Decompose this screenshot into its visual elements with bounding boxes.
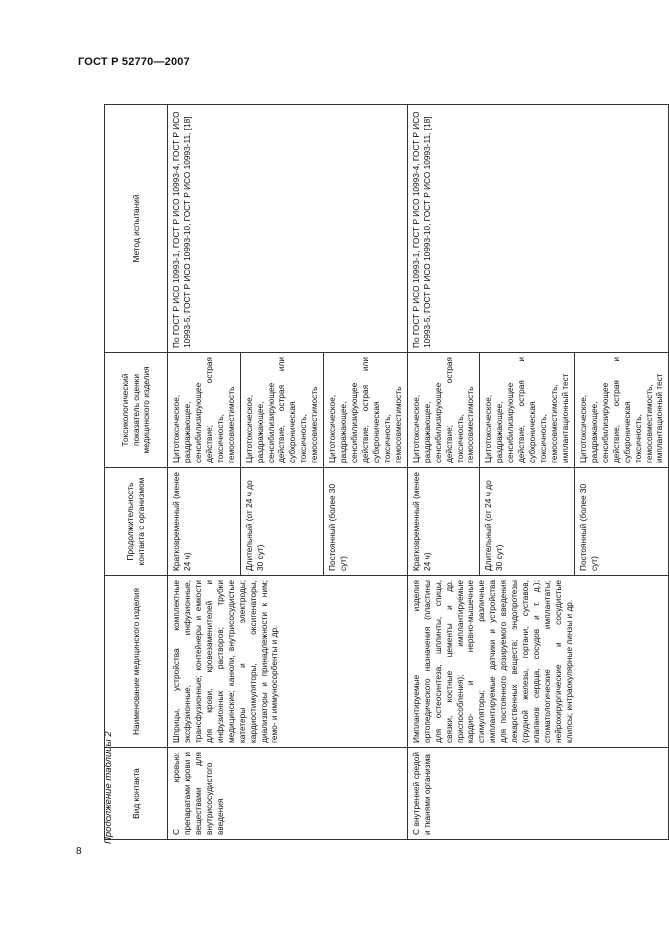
table-row bbox=[168, 105, 241, 840]
table-header-row bbox=[105, 105, 168, 840]
contact-type-cell: С внутренней средой и тканями организма bbox=[407, 748, 669, 840]
device-name-cell: Имплантируемые изделия ортопедического назначения (пластины для остеосинтеза, шплинты, спицы, связки, костные цементы и др. приспособления); имплантируемые кардио- и нервно-мышечные стимуляторы; различные имплантируемые датчики и устройства для постоянного дозируемого введения лекарственных веществ; эндопротезы (грудной железы, гортани, суставов, клапанов сердца, сосудов и т. д.); стоматологические имплантаты; нейрохирургические и сосудистые клипсы; интраокулярные линзы и др. bbox=[407, 576, 669, 748]
test-method-cell: По ГОСТ Р ИСО 10993-1, ГОСТ Р ИСО 10993-4, ГОСТ Р ИСО 10993-5, ГОСТ Р ИСО 10993-10, ГОСТ Р ИСО 10993-11, [18] bbox=[168, 105, 408, 353]
duration-cell: Длительный (от 24 ч до 30 сут) bbox=[480, 468, 575, 576]
column-header-test-method: Метод испытаний bbox=[105, 105, 168, 353]
table-caption: Продолжение таблицы 2 bbox=[103, 731, 114, 844]
device-name-cell: Шприцы, устройства комплектные эксфузионные, инфузионные, трансфузионные; контейнеры и емкости для крови, кровезаменителей и инфузионных растворов; трубки медицинские; канюли, внутрисосудистые катетеры и электроды; кардиостимуляторы, оксигенаторы, диализаторы и принадлежности к ним; гемо- и иммуносорбенты и др. bbox=[168, 576, 408, 748]
column-header-contact-type: Вид контакта bbox=[105, 748, 168, 840]
data-table bbox=[104, 104, 669, 840]
table-row bbox=[407, 105, 480, 840]
column-header-duration: Продолжительность контакта с организмом bbox=[105, 468, 168, 576]
indicator-cell: Цитотоксическое, раздражающее, сенсибилизирующее действие, острая и субхроническая токсичность, гемосовместимость, имплантационный тест bbox=[574, 353, 669, 468]
duration-cell: Длительный (от 24 ч до 30 сут) bbox=[240, 468, 324, 576]
indicator-cell: Цитотоксическое, раздражающее, сенсибилизирующее действие; острая токсичность, гемосовместимость bbox=[407, 353, 480, 468]
column-header-indicator: Токсикологический показатель оценки медицинского изделия bbox=[105, 353, 168, 468]
page-number: 8 bbox=[76, 846, 82, 857]
rotated-table-container bbox=[104, 105, 665, 840]
duration-cell: Постоянный (более 30 сут) bbox=[574, 468, 669, 576]
indicator-cell: Цитотоксическое, раздражающее, сенсибилизирующее действие, острая или субхроническая токсичность, гемосовместимость bbox=[324, 353, 408, 468]
duration-cell: Кратковременный (менее 24 ч) bbox=[168, 468, 241, 576]
test-method-cell: По ГОСТ Р ИСО 10993-1, ГОСТ Р ИСО 10993-4, ГОСТ Р ИСО 10993-5, ГОСТ Р ИСО 10993-10, ГОСТ Р ИСО 10993-11, [18] bbox=[407, 105, 669, 353]
column-header-device-name: Наименование медицинского изделия bbox=[105, 576, 168, 748]
duration-cell: Кратковременный (менее 24 ч) bbox=[407, 468, 480, 576]
contact-type-cell: С кровью: препаратами крови и веществами для внутрисосудистого введения bbox=[168, 748, 408, 840]
document-header: ГОСТ Р 52770—2007 bbox=[78, 56, 190, 68]
indicator-cell: Цитотоксическое, раздражающее, сенсибилизирующее действие; острая токсичность, гемосовместимость bbox=[168, 353, 241, 468]
duration-cell: Постоянный (более 30 сут) bbox=[324, 468, 408, 576]
indicator-cell: Цитотоксическое, раздражающее, сенсибилизирующее действие, острая и субхроническая токсичность, гемосовместимость, имплантационный тест bbox=[480, 353, 575, 468]
indicator-cell: Цитотоксическое, раздражающее, сенсибилизирующее действие, острая или субхроническая токсичность, гемосовместимость bbox=[240, 353, 324, 468]
